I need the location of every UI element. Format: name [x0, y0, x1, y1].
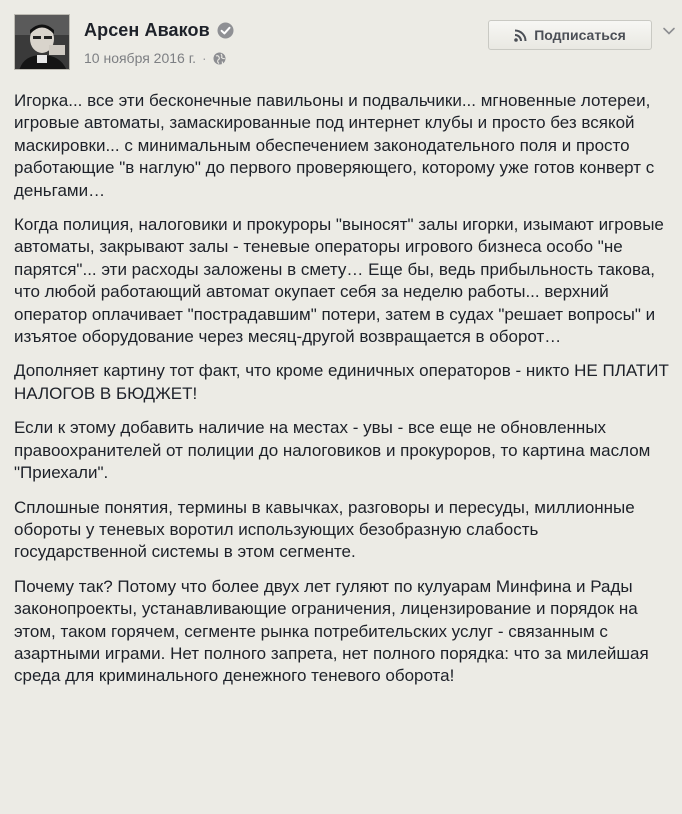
- post-paragraph: Дополняет картину тот факт, что кроме единичных операторов - никто НЕ ПЛАТИТ НАЛОГОВ В БЮДЖЕТ!: [14, 361, 669, 403]
- post-paragraph: Если к этому добавить наличие на местах - увы - все еще не обновленных правоохранителей от полиции до налоговиков и прокуроров, то картина маслом "Приехали".: [14, 418, 651, 483]
- avatar[interactable]: [14, 14, 70, 70]
- subscribe-button[interactable]: [488, 20, 652, 50]
- globe-icon[interactable]: [213, 52, 226, 65]
- post-paragraph: Когда полиция, налоговики и прокуроры "выносят" залы игорки, изымают игровые автоматы, закрывают залы - теневые операторы игрового бизнеса особо "не парятся"... эти расходы заложены в смету… Еще бы, ведь прибыльность такова, что любой работающий автомат окупает себя за неделю работы... верхний оператор оплачивает "пострадавшим" потери, затем в судах "решает вопросы" и изъятое оборудование через месяц-другой возвращается в оборот…: [14, 215, 664, 347]
- chevron-down-icon[interactable]: [662, 24, 676, 38]
- post-body: [14, 90, 670, 700]
- avatar-photo-icon: [15, 15, 70, 70]
- post-header: [14, 14, 668, 74]
- post-paragraph: Почему так? Потому что более двух лет гуляют по кулуарам Минфина и Рады законопроекты, устанавливающие ограничения, лицензирование и порядок на этом, таком горячем, сегменте рынка потребительских услуг - связанным с азартными играми. Нет полного запрета, нет полного порядка: что за милейшая среда для криминального денежного теневого оборота!: [14, 576, 649, 686]
- author-row: [84, 20, 234, 41]
- verified-badge-icon: [217, 22, 234, 39]
- meta-separator: ·: [202, 50, 207, 66]
- post-paragraph: Сплошные понятия, термины в кавычках, разговоры и пересуды, миллионные обороты у теневых воротил использующих безобразную слабость государственной системы в этом сегменте.: [14, 497, 635, 562]
- author-name[interactable]: Арсен Аваков: [84, 20, 210, 40]
- post-meta: [84, 50, 226, 66]
- post-date[interactable]: 10 ноября 2016 г.: [84, 50, 196, 66]
- subscribe-label: Подписаться: [534, 27, 626, 43]
- post-paragraph: Игорка... все эти бесконечные павильоны и подвальчики... мгновенные лотереи, игровые автоматы, замаскированные под интернет клубы и просто без всякой маскировки... с минимальным обеспечением законодательного поля и просто работающие "в наглую" до первого проверяющего, которому уже готов конверт с деньгами…: [14, 91, 655, 200]
- rss-icon: [514, 29, 527, 42]
